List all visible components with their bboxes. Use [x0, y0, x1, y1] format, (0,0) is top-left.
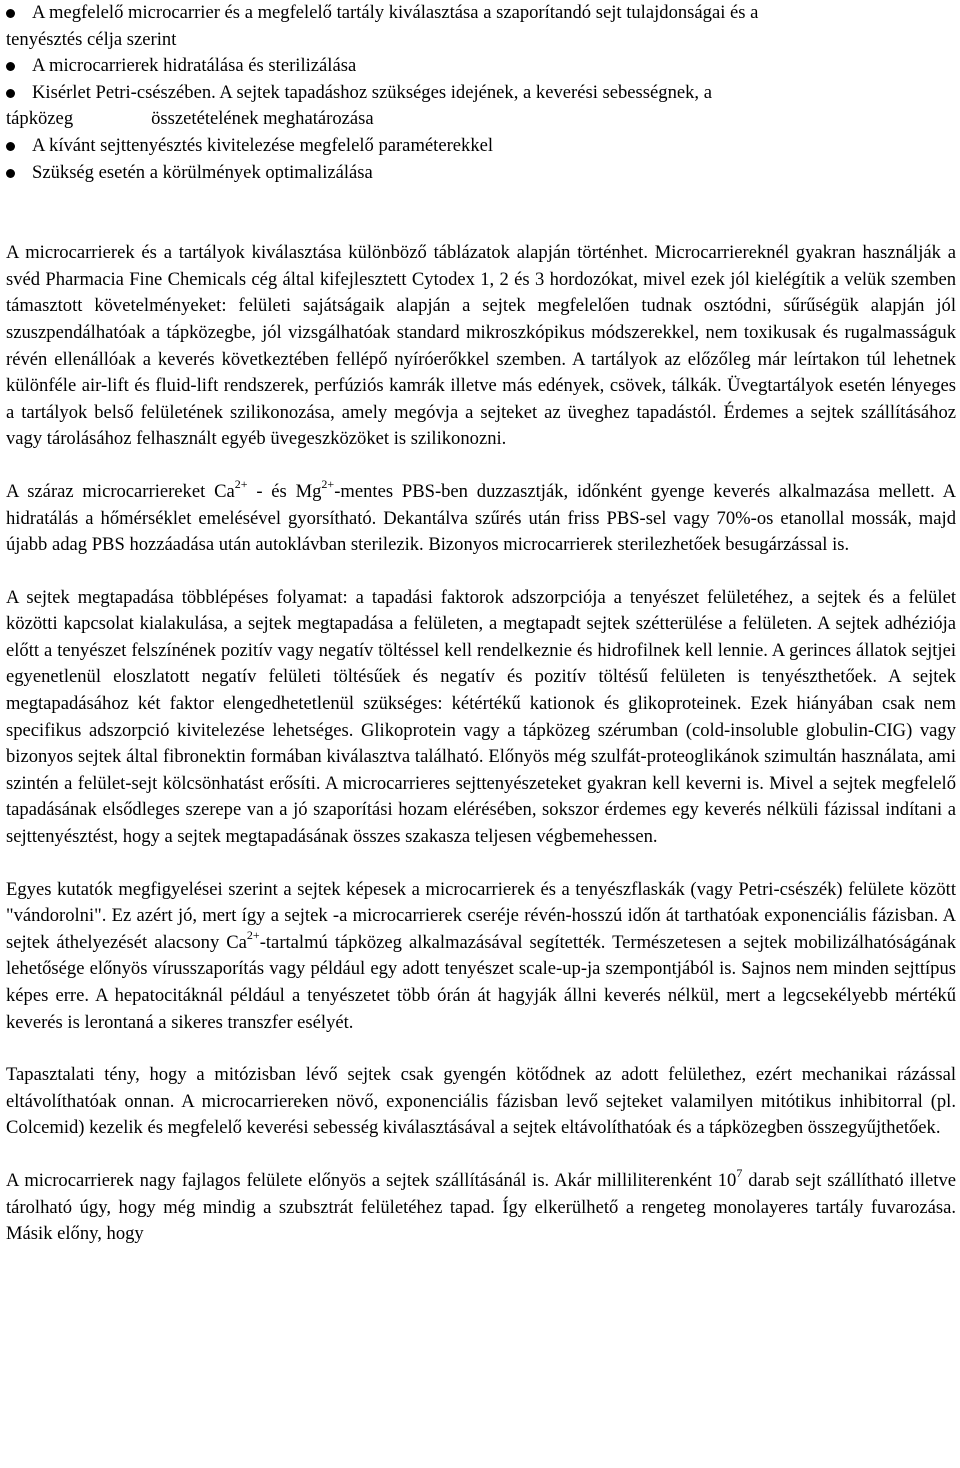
list-item-continuation — [6, 27, 956, 54]
superscript: 2+ — [246, 927, 260, 942]
list-item-text: Kisérlet Petri-csészében. A sejtek tapadáshoz szükséges idejének, a keverési sebességnek, a — [32, 81, 712, 103]
paragraph-transport — [6, 1165, 956, 1248]
bullet-dot-icon — [6, 89, 15, 98]
list-item-text: A kívánt sejttenyésztés kivitelezése megfelelő paraméterekkel — [32, 134, 494, 156]
bullet-dot-icon — [6, 142, 15, 151]
list-item — [6, 53, 956, 80]
text-run: darab sejt szállítható illetve tárolható úgy, hogy még mindig a szubsztrát felületéhez tapad. Így elkerülhető a rengeteg monolayeres tartály fuvarozása. Másik előny, hogy — [6, 1169, 956, 1245]
text-run: -mentes PBS-ben duzzasztják, időnként gyenge keverés alkalmazása mellett. A hidratálás a hőmérséklet emelésével gyorsítható. Dekantálva szűrés után friss PBS-sel vagy 70%-os etanollal mossák, majd újabb adag PBS hozzáadása után autoklávban sterilezik. Bizonyos microcarrierek sterilezhetőek — [6, 480, 956, 556]
list-item-text: tápközeg — [6, 108, 74, 130]
bullet-dot-icon — [6, 62, 15, 71]
list-item-text: Szükség esetén a körülmények optimalizálása — [32, 161, 373, 183]
list-item — [6, 80, 956, 107]
paragraph-hydration — [6, 476, 956, 559]
paragraph-attachment: A sejtek megtapadása többlépéses folyamat: a tapadási faktorok adszorpciója a tenyészet felületéhez, a sejtek és a felület közötti kapcsolat kialakulása, a sejtek megtapadása a felületen, a megtapadt sejtek szétterülése a felületen. A sejtek adhéziója előtt a tenyészet felszínének pozitív vagy negatív töltéssel kell rendelkeznie és hidrofilnek kell lennie. A gerinces állatok sejtjei egyenetlenül eloszlatott negatív felületi töltésűek és negatív és pozitív töltésű felületen is tenyészthetőek. A sejtek megtapadásához két faktor elengedhetetlenül szükséges: kétértékű kationok és glikoproteinek. Ezek hiányában csak nem specifikus adszorpció kivitelezése lehetséges. Glikoprotein vagy a tápközeg szérumban (cold-insoluble globulin-CIG) vagy bizonyos sejtek által fibronektin formában kiválasztva található. Előnyös még szulfát-proteoglikánok szimultán használata, ami szintén a felület-sejt kölcsönhatást erősíti. A microcarrieres sejttenyészeteket gyakran kell keverni is. Mivel a sejtek megfelelő tapadásának elsődleges szerepe van a jó szaporítási hozam elérésében, sokszor érdemes egy keverés nélküli fázissal indítani a sejttenyésztést, hogy a sejtek megtapadásának összes szakasza teljesen végbemehessen. — [6, 586, 956, 848]
text-run: - és Mg — [247, 480, 322, 502]
procedure-bullet-list — [6, 0, 956, 186]
text-run: besugárzással is. — [725, 534, 850, 556]
superscript: 2+ — [321, 476, 335, 491]
list-item-text: összetételének meghatározása — [151, 108, 374, 130]
superscript: 7 — [736, 1165, 743, 1180]
list-item-text: tenyésztés célja szerint — [6, 28, 177, 50]
paragraph-migration — [6, 877, 956, 1037]
paragraph-selection: A microcarrierek és a tartályok kiválasztása különböző táblázatok alapján történhet. Microcarriereknél gyakran használják a svéd Pharmacia Fine Chemicals cég által kifejlesztett Cytodex 1, 2 és 3 hordozókat, mivel ezek jól kielégítik a velük szemben támasztott követelményeket: felületi sajátságaik alapján a sejtek megfelelően tudnak osztódni, sűrűségük alapján jól szuszpendálhatóak a tápközegbe, jól vizsgálhatóak standard mikroszkópikus módszerekkel, nem toxikusak és rugalmasságuk révén ellenállóak a keverés következtében fellépő nyíróerőkkel szemben. A tartályok az előzőleg már leírtakon túl lehetnek különféle air-lift és fluid-lift rendszerek, perfúziós kamrák illetve más edények, csövek, tálkák. Üvegtartályok esetén lényeges a tartályok belső felületének szilikonozása, amely megóvja a sejteket az üveghez tapadástól. Érdemes a sejtek szállításához vagy tárolásához felhasznált egyéb üvegeszközöket is szilikonozni. — [6, 242, 956, 450]
bullet-dot-icon — [6, 9, 15, 18]
text-run: A száraz microcarriereket Ca — [6, 480, 235, 502]
list-item-continuation — [6, 106, 956, 133]
list-item-text: A megfelelő microcarrier és a megfelelő tartály kiválasztása a szaporítandó sejt tulajdonságai és a — [32, 2, 759, 23]
text-run: Egyes kutatók megfigyelései szerint a sejtek képesek a microcarrierek és a tenyészflaskák (vagy Petri-csészék) felülete között "vándorolni". Ez azért jó, mert így a sejtek -a microcarrierek cseréje révén-hosszú időn át tarthatóak exponenciális fázisban. A sejtek áthelyezését alacsony Ca — [6, 878, 956, 953]
document-page — [6, 0, 956, 1248]
list-item — [6, 160, 956, 187]
text-run: -tartalmú tápközeg alkalmazásával segítették. Természetesen a sejtek mobilizálhatóságának lehetősége előnyös vírusszaporítás vagy például egy adott tenyészet scale-up-ja szempontjából is. Sajnos nem minden sejttípus képes erre. A hepatocitáknál például a tenyészetet több órán át hagyják állni keverés nélkül, mert a legcsekélyebb mértékű keverés is lerontaná a sikeres transzfer esélyét. — [6, 931, 956, 1033]
list-item — [6, 0, 956, 27]
paragraph-mitosis: Tapasztalati tény, hogy a mitózisban lévő sejtek csak gyengén kötődnek az adott felülethez, ezért mechanikai rázással eltávolíthatóak onnan. A microcarriereken növő, exponenciális fázisban levő sejteket valamilyen mitótikus inhibitorral (pl. Colcemid) kezelik és megfelelő keverési sebesség kiválasztásával a sejtek eltávolíthatóak és a tápközegben összegyűjthetőek. — [6, 1064, 956, 1139]
list-item — [6, 133, 956, 160]
bullet-dot-icon — [6, 169, 15, 178]
list-item-text: A microcarrierek hidratálása és sterilizálása — [32, 55, 357, 77]
superscript: 2+ — [234, 476, 248, 491]
text-run: A microcarrierek nagy fajlagos felülete előnyös a sejtek szállításánál is. Akár milliliterenként 10 — [6, 1169, 737, 1191]
